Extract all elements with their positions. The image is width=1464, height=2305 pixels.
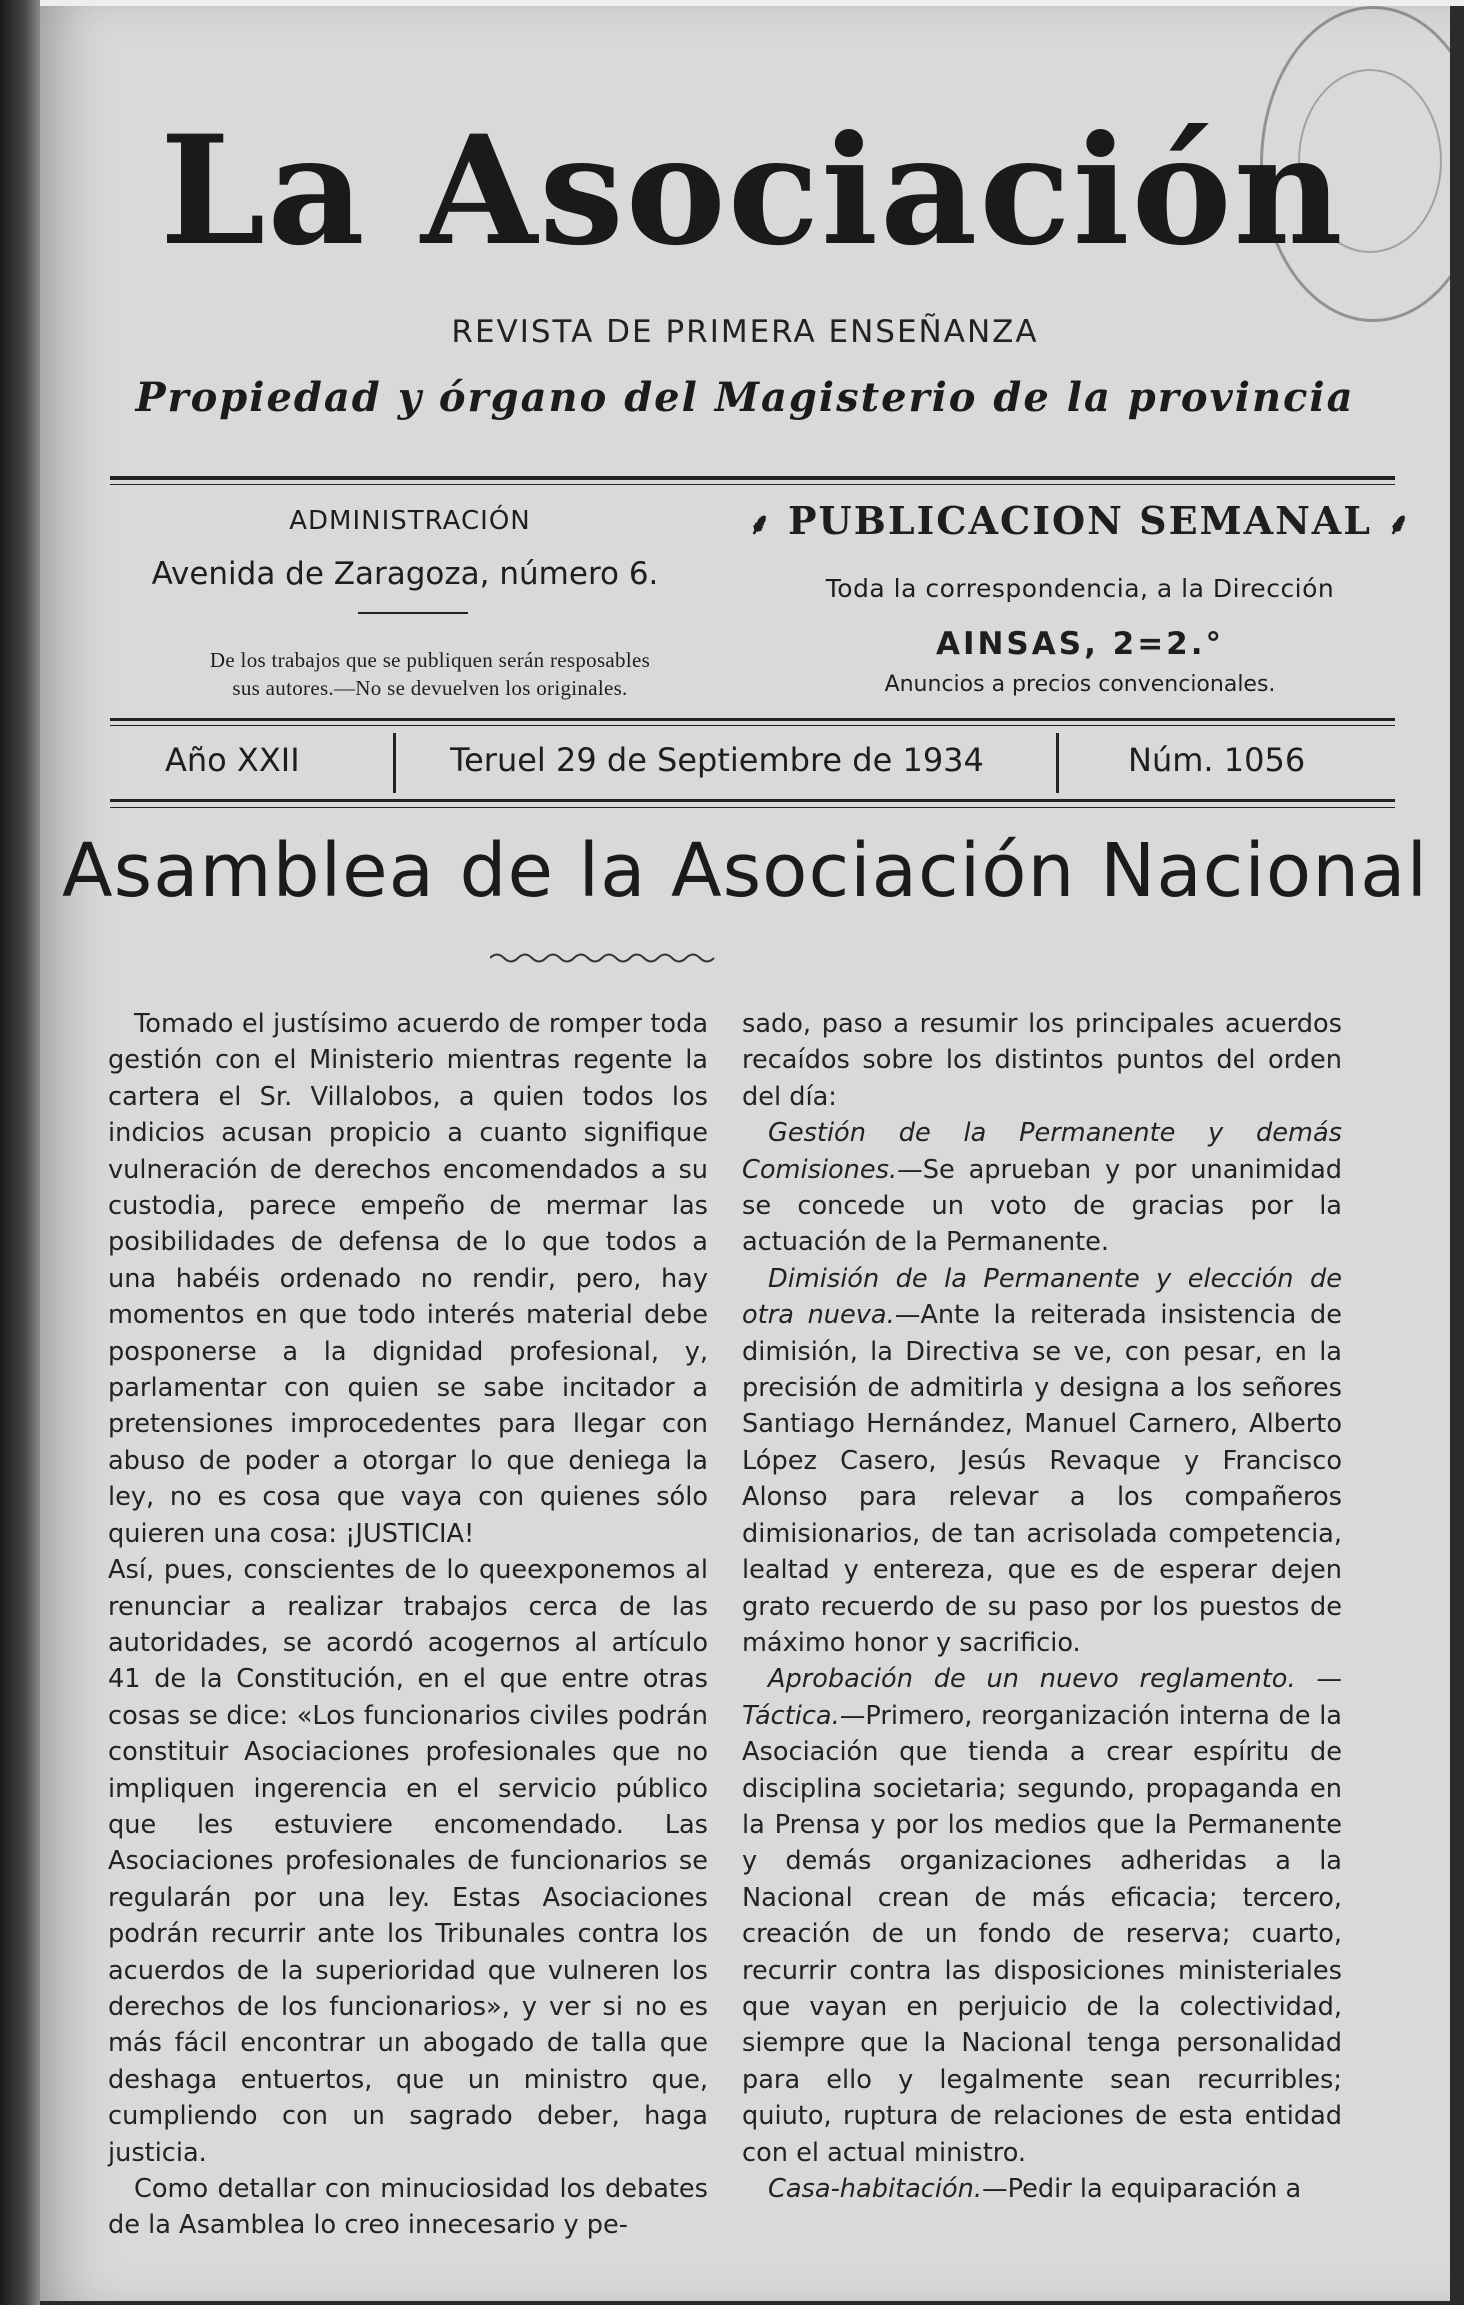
info-rule-bottom (110, 799, 1395, 802)
info-separator-2 (1056, 733, 1059, 793)
issue-year: Año XXII (165, 741, 300, 779)
header-rule-top (110, 476, 1395, 480)
article-right-column (742, 1006, 1342, 2207)
right-paragraph-1 (742, 1115, 1342, 1261)
right-paragraph-3-title: Aprobación de un nuevo reglamento. — Táctica. (742, 1664, 1342, 1731)
right-paragraph-1-text: —Se aprueban y por unanimidad se concede un voto de gracias por la actuación de la Permanente. (742, 1154, 1342, 1258)
header-rule-top-thin (110, 484, 1395, 485)
newspaper-page (40, 6, 1450, 2301)
administration-divider (358, 612, 468, 614)
right-paragraph-4-text: —Pedir la equiparación a (982, 2174, 1302, 2204)
ornament-left-icon: ⸙ (748, 507, 773, 542)
right-paragraph-intro: sado, paso a resumir los principales acuerdos recaídos sobre los distintos puntos del orden del día: (742, 1009, 1342, 1112)
administration-note (110, 646, 750, 703)
publication-heading (740, 498, 1420, 543)
right-paragraph-2-title: Dimisión de la Permanente y elección de otra nueva. (742, 1263, 1342, 1331)
left-paragraph-1: Tomado el justísimo acuerdo de romper toda gestión con el Ministerio mientras regente la cartera el Sr. Villalobos, a quien todos los indicios acusan propicio a cuanto signifique vulneración de derechos encomendados a su custodia, parece empeño de mermar las posibilidades de defensa de lo que todos a una habéis ordenado no rendir, pero, hay momentos en que todo interés material debe posponerse a la dignidad profesional, y, parlamentar con quien se sabe incitador a pretensiones improcedentes para llegar con abuso de poder a otorgar lo que deniega la ley, no es cosa que vaya con quienes sólo quieren una cosa: ¡JUSTICIA! (108, 1009, 708, 1549)
administration-note-line2: sus autores.—No se devuelven los originales. (232, 676, 628, 701)
right-paragraph-4 (742, 2171, 1342, 2207)
masthead-tagline: Propiedad y órgano del Magisterio de la provincia (135, 374, 1355, 421)
administration-heading: ADMINISTRACIÓN (289, 506, 531, 536)
right-paragraph-2 (742, 1261, 1342, 1661)
masthead-subtitle: REVISTA DE PRIMERA ENSEÑANZA (451, 314, 1039, 350)
publication-ads: Anuncios a precios convencionales. (884, 672, 1276, 697)
masthead-title: La Asociación (160, 103, 1345, 279)
right-paragraph-4-title: Casa-habitación. (768, 2174, 982, 2204)
ornament-right-icon: ⸙ (1387, 507, 1412, 542)
info-rule-top (110, 718, 1395, 721)
right-paragraph-3 (742, 1661, 1342, 2171)
publication-heading-text: PUBLICACION SEMANAL (787, 498, 1373, 543)
publication-correspondence: Toda la correspondencia, a la Dirección (825, 574, 1335, 603)
right-paragraph-1-title: Gestión de la Permanente y demás Comisiones. (742, 1118, 1342, 1185)
left-paragraph-2: Así, pues, conscientes de lo queexponemos al renunciar a realizar trabajos cerca de las autoridades, se acordó acogernos al artículo 41 de la Constitución, en el que entre otras cosas se dice: «Los funcionarios civiles podrán constituir Asociaciones profesionales que no impliquen ingerencia en el servicio público que les estuviere encomendado. Las Asociaciones profesionales de funcionarios se regularán por una ley. Estas Asociaciones podrán recurrir ante los Tribunales contra los acuerdos de la superioridad que vulneren los derechos de los funcionarios», y ver si no es más fácil encontrar un abogado de talla que deshaga entuertos, que un ministro que, cumpliendo con un sagrado deber, haga justicia. (108, 1555, 708, 2168)
binding-edge (0, 0, 40, 2305)
article-left-column (108, 1006, 708, 2244)
right-paragraph-2-text: —Ante la reiterada insistencia de dimisión, la Directiva se ve, con pesar, en la precisión de admitirla y designa a los señores Santiago Hernández, Manuel Carnero, Alberto López Casero, Jesús Revaque y Francisco Alonso para relevar a los compañeros dimisionarios, de tan acrisolada competencia, lealtad y entereza, que es de esperar dejen grato recuerdo de su paso por los puestos de máximo honor y sacrificio. (742, 1300, 1342, 1658)
article-headline: Asamblea de la Asociación Nacional (62, 828, 1428, 914)
info-rule-top-thin (110, 725, 1395, 726)
left-paragraph-3: Como detallar con minuciosidad los debates de la Asamblea lo creo innecesario y pe- (108, 2174, 708, 2241)
administration-address: Avenida de Zaragoza, número 6. (151, 556, 659, 592)
publication-address: AINSAS, 2=2.° (935, 626, 1225, 662)
right-paragraph-3-text: —Primero, reorganización interna de la Asociación que tienda a crear espíritu de disciplina societaria; segundo, propaganda en la Prensa y por los medios que la Permanente y demás organizaciones adheridas a la Nacional crean de más eficacia; tercero, creación de un fondo de reserva; cuarto, recurrir contra las disposiciones ministeriales que vayan en perjuicio de la colectividad, siempre que la Nacional tenga personalidad para ello y legalmente sean recurribles; quiuto, ruptura de relaciones de esta entidad con el actual ministro. (742, 1700, 1342, 2168)
issue-date: Teruel 29 de Septiembre de 1934 (450, 741, 984, 779)
issue-number: Núm. 1056 (1128, 741, 1306, 779)
administration-note-line1: De los trabajos que se publiquen serán resposables (209, 648, 651, 672)
info-separator-1 (393, 733, 396, 793)
headline-ornament (490, 951, 720, 965)
info-rule-bottom-thin (110, 807, 1395, 808)
